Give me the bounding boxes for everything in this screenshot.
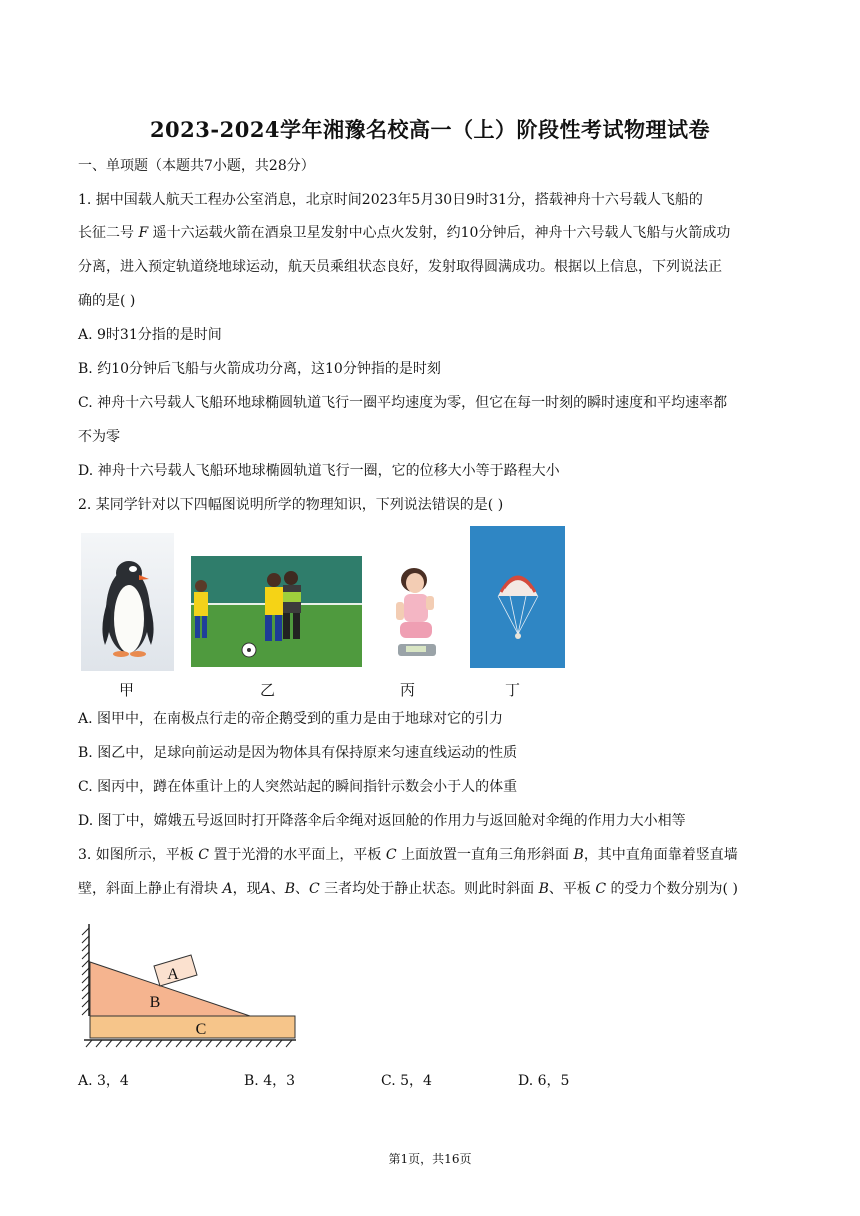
q1-option-c-line-1: C. 神舟十六号载人飞船环地球椭圆轨道飞行一圈平均速度为零，但它在每一时刻的瞬时速度和平均速率都 — [78, 395, 728, 411]
q2-option-d: D. 图丁中，嫦娥五号返回时打开降落伞后伞绳对返回舱的作用力与返回舱对伞绳的作用力大小相等 — [78, 813, 686, 829]
q3-option-a: A. 3，4 — [78, 1073, 129, 1089]
page-footer: 第1页，共16页 — [388, 1152, 472, 1166]
q1-option-c-line-2: 不为零 — [78, 429, 120, 445]
q3-stem-line-2: 壁，斜面上静止有滑块 A，现A、B、C 三者均处于静止状态。则此时斜面 B、平板 C 的受力个数分别为( ) — [78, 881, 738, 897]
caption-yi: 乙 — [260, 681, 276, 699]
person-on-scale-photo — [384, 566, 452, 662]
q3-option-c: C. 5，4 — [381, 1073, 432, 1089]
q3-stem-line-1: 3. 如图所示，平板 C 置于光滑的水平面上，平板 C 上面放置一直角三角形斜面 B，其中直角面靠着竖直墙 — [78, 847, 738, 863]
penguin-photo — [81, 533, 174, 671]
q1-stem-line-2: 长征二号 F 遥十六运载火箭在酒泉卫星发射中心点火发射，约10分钟后，神舟十六号载人飞船与火箭成功 — [78, 225, 731, 241]
q2-option-a: A. 图甲中，在南极点行走的帝企鹅受到的重力是由于地球对它的引力 — [78, 711, 504, 727]
q3-option-d: D. 6，5 — [518, 1073, 570, 1089]
q3-option-b: B. 4，3 — [244, 1073, 296, 1089]
q1-option-d: D. 神舟十六号载人飞船环地球椭圆轨道飞行一圈，它的位移大小等于路程大小 — [78, 463, 560, 479]
football-photo — [191, 556, 362, 667]
q1-option-b: B. 约10分钟后飞船与火箭成功分离，这10分钟指的是时刻 — [78, 361, 441, 377]
parachute-photo — [470, 526, 565, 668]
incline-diagram — [78, 920, 300, 1048]
plate-c-label: C — [195, 1021, 207, 1038]
q1-stem-line-1: 1. 据中国载人航天工程办公室消息，北京时间2023年5月30日9时31分，搭载神舟十六号载人飞船的 — [78, 192, 703, 208]
q2-stem: 2. 某同学针对以下四幅图说明所学的物理知识，下列说法错误的是( ) — [78, 497, 504, 513]
caption-bing: 丙 — [400, 681, 416, 699]
q2-option-c: C. 图丙中，蹲在体重计上的人突然站起的瞬间指针示数会小于人的体重 — [78, 779, 518, 795]
q1-option-a: A. 9时31分指的是时间 — [78, 327, 222, 343]
q1-stem-line-3: 分离，进入预定轨道绕地球运动，航天员乘组状态良好，发射取得圆满成功。根据以上信息，下列说法正 — [78, 259, 722, 275]
caption-jia: 甲 — [119, 681, 135, 699]
q2-option-b: B. 图乙中，足球向前运动是因为物体具有保持原来匀速直线运动的性质 — [78, 745, 518, 761]
q1-stem-line-4: 确的是( ) — [78, 293, 136, 309]
section-heading: 一、单项题（本题共7小题，共28分） — [78, 158, 315, 174]
exam-title: 2023-2024学年湘豫名校高一（上）阶段性考试物理试卷 — [149, 117, 711, 142]
block-a-label: A — [167, 966, 179, 983]
incline-b-label: B — [149, 994, 161, 1011]
caption-ding: 丁 — [505, 681, 521, 699]
